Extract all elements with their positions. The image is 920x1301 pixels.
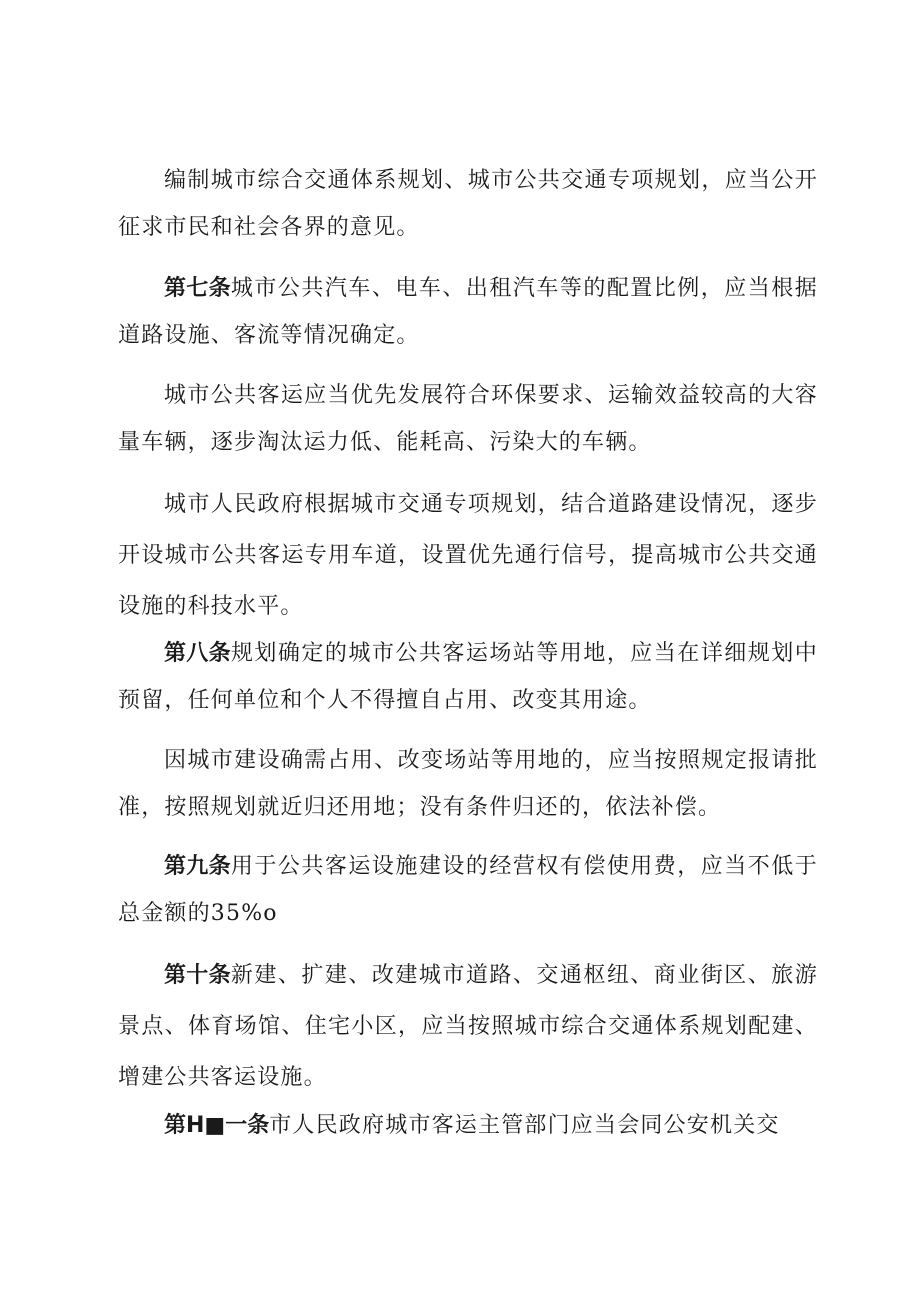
- article-9-heading: 第九条: [164, 854, 231, 879]
- paragraph-text: 市人民政府城市客运主管部门应当会同公安机关交: [269, 1113, 780, 1138]
- paragraph-text: 新建、扩建、改建城市道路、交通枢纽、商业街区、旅游景点、体育场馆、住宅小区，应当按照城市综合交通体系规划配建、增建公共客运设施。: [118, 963, 818, 1090]
- paragraph-land-compensation: [118, 737, 818, 831]
- paragraph-dedicated-lanes: [118, 479, 818, 632]
- paragraph-text: 规划确定的城市公共客运场站等用地，应当在详细规划中预留，任何单位和个人不得擅自占用、改变其用途。: [118, 641, 818, 713]
- paragraph-article-9: [118, 843, 818, 937]
- paragraph-large-capacity-vehicles: [118, 372, 818, 466]
- paragraph-article-10: [118, 950, 818, 1103]
- paragraph-text: 城市人民政府根据城市交通专项规划，结合道路建设情况，逐步开设城市公共客运专用车道，设置优先通行信号，提高城市公共交通设施的科技水平。: [118, 492, 818, 619]
- article-10-heading: 第十条: [164, 963, 231, 988]
- paragraph-text: 编制城市综合交通体系规划、城市公共交通专项规划，应当公开征求市民和社会各界的意见。: [118, 168, 818, 240]
- paragraph-public-consultation: [118, 157, 818, 251]
- paragraph-text: 城市公共汽车、电车、出租汽车等的配置比例，应当根据道路设施、客流等情况确定。: [118, 276, 818, 348]
- article-8-heading: 第八条: [164, 641, 231, 666]
- paragraph-article-11: [118, 1102, 818, 1149]
- paragraph-text: 城市公共客运应当优先发展符合环保要求、运输效益较高的大容量车辆，逐步淘汰运力低、能耗高、污染大的车辆。: [118, 383, 818, 455]
- article-7-heading: 第七条: [164, 276, 231, 301]
- article-11-heading: 第H■一条: [164, 1113, 270, 1138]
- paragraph-text: 用于公共客运设施建设的经营权有偿使用费，应当不低于总金额的35%o: [118, 854, 818, 926]
- paragraph-article-7: [118, 265, 818, 359]
- paragraph-article-8: [118, 630, 818, 724]
- paragraph-text: 因城市建设确需占用、改变场站等用地的，应当按照规定报请批准，按照规划就近归还用地；没有条件归还的，依法补偿。: [118, 748, 818, 820]
